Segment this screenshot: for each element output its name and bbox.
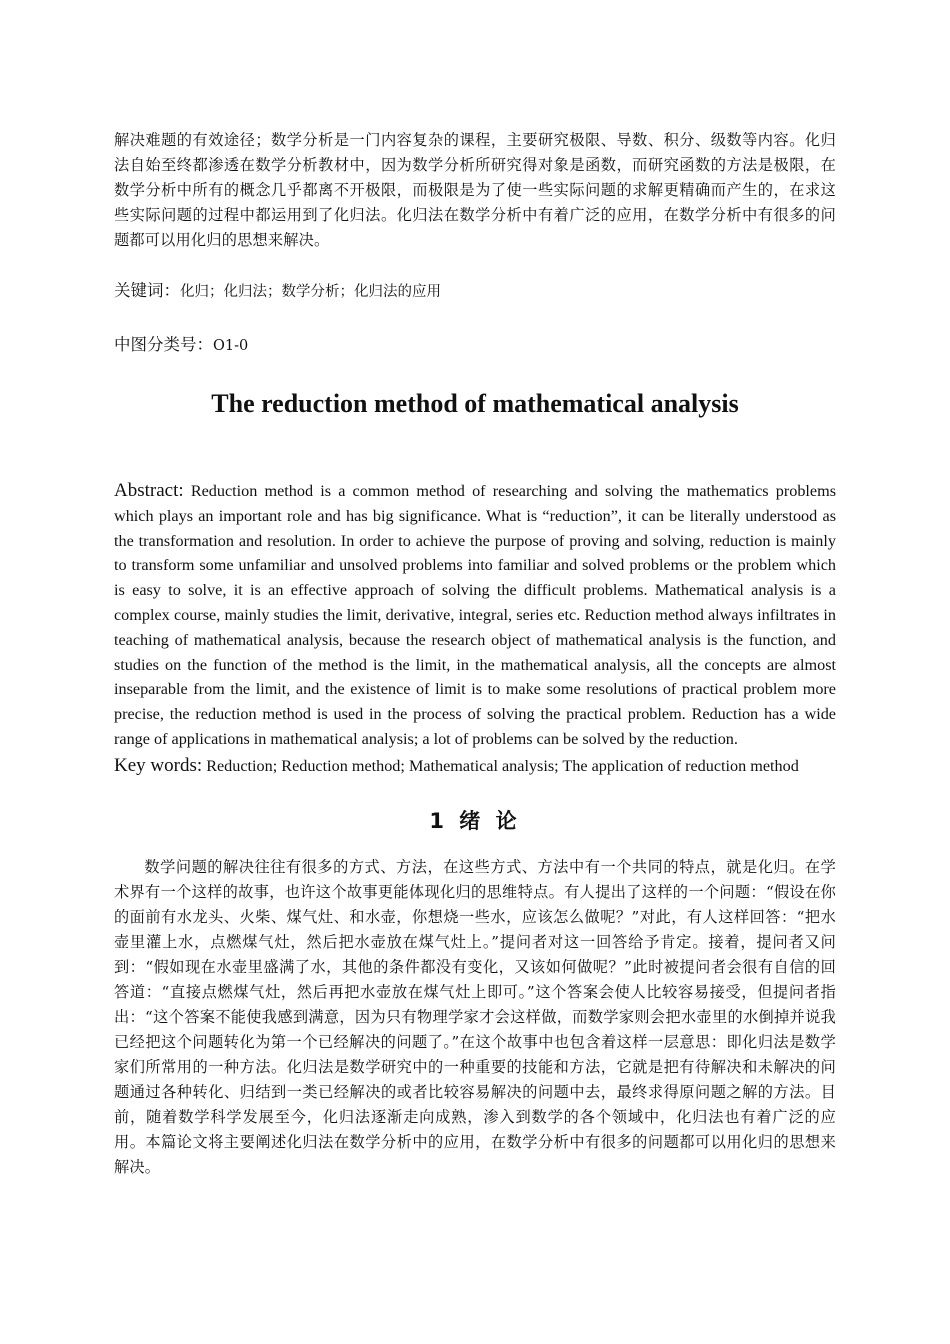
- abstract-en-text: Reduction method is a common method of researching and solving the mathematics problems which plays an important role and has big significance. What is “reduction”, it can be literally understood as the transformation and resolution. In order to achieve the purpose of proving and solving, reduction is mainly to transform some unfamiliar and unsolved problems into familiar and solved problems or the problem which is easy to solve, it is an effective approach of solving the difficult problems. Mathematical analysis is a complex course, mainly studies the limit, derivative, integral, series etc. Reduction method always infiltrates in teaching of mathematical analysis, because the research object of mathematical analysis is the function, and studies on the function of the method is the limit, in the mathematical analysis, all the concepts are almost inseparable from the limit, and the existence of limit is to make some resolutions of practical problem more precise, the reduction method is used in the process of solving the practical problem. Reduction has a wide range of applications in mathematical analysis; a lot of problems can be solved by the reduction.: [114, 482, 836, 748]
- keywords-cn-label: 关键词：: [114, 281, 180, 300]
- abstract-en-label: Abstract:: [114, 480, 184, 501]
- classification-line: [114, 331, 836, 355]
- section-1-title: 1 绪 论: [429, 808, 521, 833]
- keywords-cn-line: [114, 277, 836, 301]
- keywords-en: [114, 754, 836, 779]
- abstract-cn-continuation: 解决难题的有效途径；数学分析是一门内容复杂的课程，主要研究极限、导数、积分、级数等内容。化归法自始至终都渗透在数学分析教材中，因为数学分析所研究得对象是函数，而研究函数的方法是极限，在数学分析中所有的概念几乎都离不开极限，而极限是为了使一些实际问题的求解更精确而产生的，在求这些实际问题的过程中都运用到了化归法。化归法在数学分析中有着广泛的应用，在数学分析中有很多的问题都可以用化归的思想来解决。: [114, 131, 836, 249]
- keywords-cn-value: 化归；化归法；数学分析；化归法的应用: [180, 284, 441, 300]
- keywords-en-label: Key words:: [114, 754, 203, 776]
- section-1-body: 数学问题的解决往往有很多的方式、方法，在这些方式、方法中有一个共同的特点，就是化归。在学术界有一个这样的故事，也许这个故事更能体现化归的思维特点。有人提出了这样的一个问题：“假设在你的面前有水龙头、火柴、煤气灶、和水壶，你想烧一些水，应该怎么做呢？”对此，有人这样回答：“把水壶里灌上水，点燃煤气灶，然后把水壶放在煤气灶上。”提问者对这一回答给予肯定。接着，提问者又问到：“假如现在水壶里盛满了水，其他的条件都没有变化，又该如何做呢？”此时被提问者会很有自信的回答道：“直接点燃煤气灶，然后再把水壶放在煤气灶上即可。”这个答案会使人比较容易接受，但提问者指出：“这个答案不能使我感到满意，因为只有物理学家才会这样做，而数学家则会把水壶里的水倒掉并说我已经把这个问题转化为第一个已经解决的问题了。”在这个故事中也包含着这样一层意思：即化归法是数学家们所常用的一种方法。化归法是数学研究中的一种重要的技能和方法，它就是把有待解决和未解决的问题通过各种转化、归结到一类已经解决的或者比较容易解决的问题中去，最终求得原问题之解的方法。目前，随着数学科学发展至今，化归法逐渐走向成熟，渗入到数学的各个领域中，化归法也有着广泛的应用。本篇论文将主要阐述化归法在数学分析中的应用，在数学分析中有很多的问题都可以用化归的思想来解决。: [114, 857, 836, 1176]
- english-title: The reduction method of mathematical analysis: [211, 389, 739, 418]
- keywords-en-value: Reduction; Reduction method; Mathematical analysis; The application of reduction method: [202, 756, 799, 775]
- document-page: [114, 128, 836, 1180]
- classification-value: O1-0: [213, 338, 249, 354]
- abstract-en: [114, 479, 836, 752]
- classification-label: 中图分类号：: [114, 335, 213, 354]
